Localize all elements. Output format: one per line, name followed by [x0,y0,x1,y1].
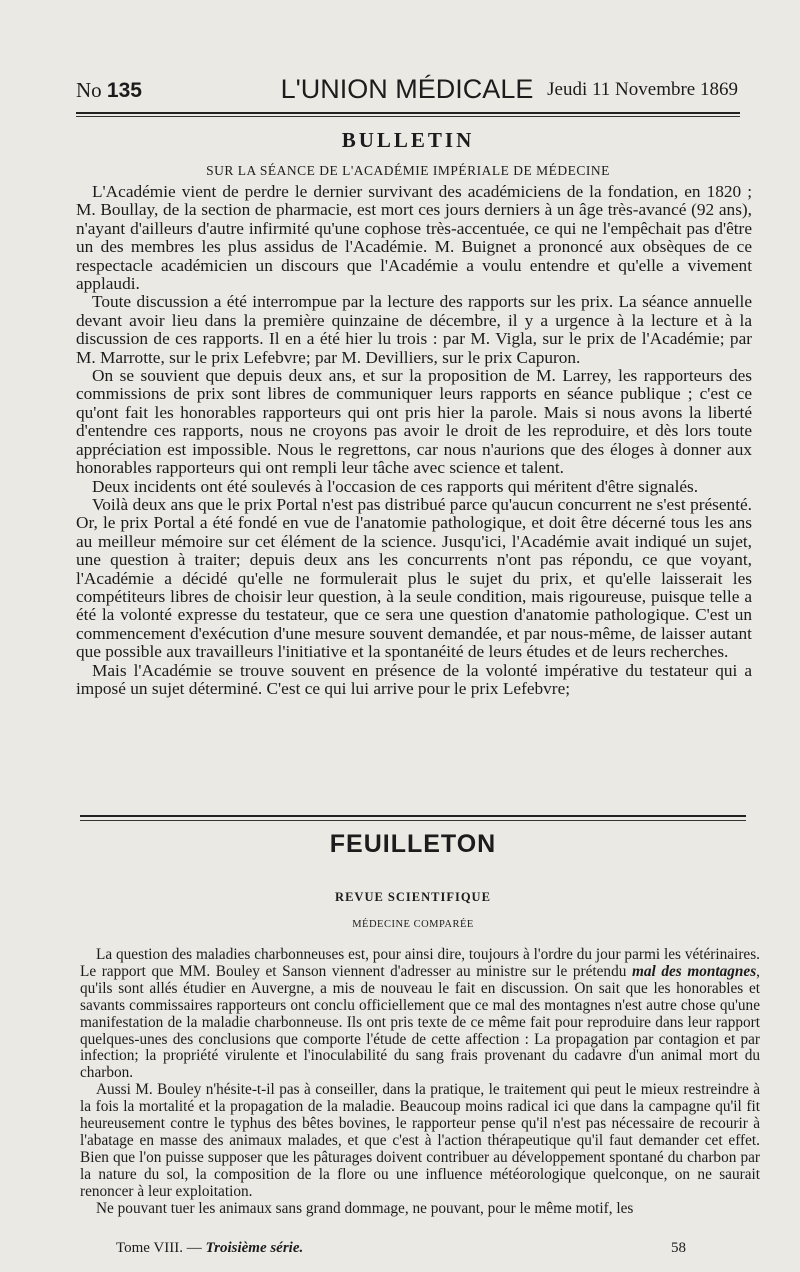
feuilleton-title: FEUILLETON [329,830,497,858]
bulletin-subtitle: SUR LA SÉANCE DE L'ACADÉMIE IMPÉRIALE DE MÉDECINE [206,163,610,178]
paragraph: Toute discussion a été interrompue par la lecture des rapports sur les prix. La séance annuelle devant avoir lieu dans la première quinzaine de décembre, il y a urgence à la lecture et à la discussion de ces rapports. Il en a été hier lu trois : par M. Vigla, sur le prix de l'Académie; par M. Marrotte, sur le prix Lefebvre; par M. Devilliers, sur le prix Capuron. [76,292,752,367]
header-rule-thin [76,116,740,117]
issue-number: No 135 [76,78,142,102]
issue-date: Jeudi 11 Novembre 1869 [547,79,738,100]
feuilleton-body [80,947,760,1218]
paragraph: L'Académie vient de perdre le dernier survivant des académiciens de la fondation, en 1820 ; M. Boullay, de la section de pharmacie, est mort ces jours derniers à un âge très-avancé (92 ans), n'ayant d'ailleurs d'autre infirmité qu'une cophose très-accentuée, ce qui ne l'empêchait pas d'être un des membres les plus assidus de l'Académie. M. Buignet a prononcé aux obsèques de ce respectacle académicien un discours que l'Académie a voulu entendre et qu'elle a vivement applaudi. [76,182,752,294]
bulletin-body [76,183,752,698]
page-footer [116,1240,686,1260]
paragraph: Voilà deux ans que le prix Portal n'est pas distribué parce qu'aucun concurrent ne s'est présenté. Or, le prix Portal a été fondé en vue de l'anatomie pathologique, et doit être décerné tous les ans au meilleur mémoire sur cet élément de la science. Jusqu'ici, l'Académie avait indiqué un sujet, une question à traiter; depuis deux ans les concurrents n'ont pas répondu, ce que voyant, l'Académie a décidé qu'elle ne formulerait plus le sujet du prix, et qu'elle laisserait les compétiteurs libres de choisir leur question, à la seule condition, mais rigoureuse, puisque telle a été la volonté expresse du testateur, que ce sera une question d'anatomie pathologique. C'est un commencement d'exécution d'une mesure souvent demandée, et par nous-même, de laisser autant que possible aux travailleurs l'initiative et la spontanéité de leurs études et de leurs recherches. [76,494,752,662]
volume-info: Tome VIII. — Troisième série. [116,1240,304,1256]
masthead [76,74,738,108]
paragraph: La question des maladies charbonneuses est, pour ainsi dire, toujours à l'ordre du jour parmi les vétérinaires. Le rapport que MM. Bouley et Sanson viennent d'adresser au ministre sur le prétendu mal des montagnes, qu'ils sont allés étudier en Auvergne, a mis de nouveau le fait en discussion. On sait que les honorables et savants commissaires rapporteurs ont conclu officiellement que ce mal des montagnes n'est autre chose qu'une manifestation de la maladie charbonneuse. Ils ont pris texte de ce même fait pour reproduire dans leur rapport quelques-unes des conclusions que comporte l'étude de cette affection : La propagation par contagion et par infection; la propriété virulente et l'inoculabilité du sang frais provenant du cadavre d'un animal mort du charbon. [80,946,760,1082]
paragraph: On se souvient que depuis deux ans, et sur la proposition de M. Larrey, les rapporteurs des commissions de prix sont libres de communiquer leurs rapports en séance publique ; c'est ce qu'ont fait les honorables rapporteurs qui ont pris hier la parole. Mais si nous avons la liberté d'entendre ces rapports, nous ne croyons pas avoir le droit de les reproduire, et dès lors toute appréciation est impossible. Nous le regrettons, car nous n'aurions que des éloges à donner aux honorables rapporteurs qui ont rempli leur tâche avec science et talent. [76,366,752,478]
bulletin-title: BULLETIN [341,128,475,152]
paragraph: Mais l'Académie se trouve souvent en présence de la volonté impérative du testateur qui a imposé un sujet déterminé. C'est ce qui lui arrive pour le prix Lefebvre; [76,660,752,698]
paragraph: Aussi M. Bouley n'hésite-t-il pas à conseiller, dans la pratique, le traitement qui peut le mieux restreindre à la fois la mortalité et la propagation de la maladie. Beaucoup moins radical ici que dans la campagne qu'il fit heureusement contre le typhus des bêtes bovines, le rapporteur pense qu'il n'est pas nécessaire de recourir à l'abatage en masse des animaux malades, et que c'est à l'action thérapeutique qu'il faut demander cet effet. Bien que l'on puisse supposer que les pâturages doivent contribuer au développement spontané du charbon par la nature du sol, la composition de la flore ou une influence météorologique quelconque, on ne saurait renoncer à leur exploitation. [80,1081,760,1200]
page-number: 58 [671,1240,686,1256]
header-rule [76,112,740,114]
journal-title: L'UNION MÉDICALE [280,74,534,104]
section-rule-thin [80,820,746,821]
feuilleton-subsection: MÉDECINE COMPARÉE [352,919,474,930]
feuilleton-section: REVUE SCIENTIFIQUE [335,890,491,904]
section-rule [80,815,746,817]
paragraph: Ne pouvant tuer les animaux sans grand dommage, ne pouvant, pour le même motif, les [96,1199,634,1217]
paragraph: Deux incidents ont été soulevés à l'occasion de ces rapports qui méritent d'être signalés. [92,476,699,496]
